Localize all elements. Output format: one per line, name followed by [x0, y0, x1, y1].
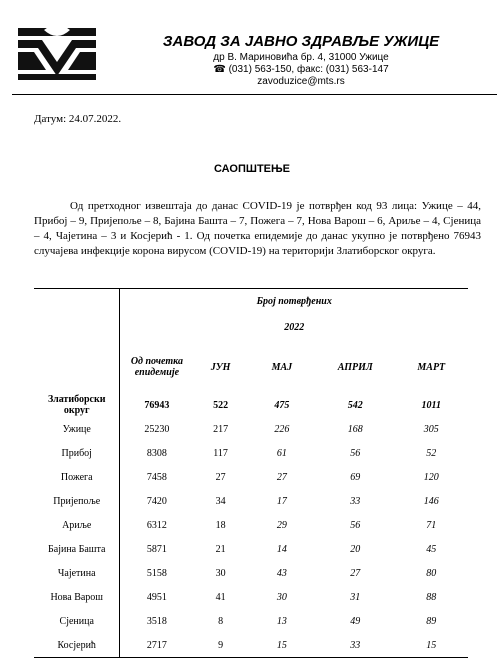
row-value-since-start: 5158: [120, 561, 193, 585]
col-header-mart: МАРТ: [417, 361, 446, 373]
row-value-april: 31: [350, 591, 361, 603]
row-value-since-start: 3518: [120, 609, 193, 633]
org-address: др В. Мариновића бр. 4, 31000 Ужице: [213, 52, 389, 63]
row-municipality: Ужице: [62, 423, 91, 435]
row-value-jun: 18: [215, 519, 226, 531]
row-municipality: Нова Варош: [50, 591, 103, 603]
total-maj: 475: [274, 399, 290, 411]
row-value-maj: 30: [276, 591, 287, 603]
row-municipality: Ариље: [62, 519, 92, 531]
row-value-since-start: 7420: [120, 489, 193, 513]
row-value-april: 168: [347, 423, 363, 435]
row-value-april: 56: [350, 447, 361, 459]
row-value-mart: 305: [423, 423, 439, 435]
table-row: [34, 561, 468, 585]
row-value-maj: 61: [276, 447, 287, 459]
row-value-mart: 52: [426, 447, 437, 459]
table-row: [34, 441, 468, 465]
table-row: [34, 417, 468, 441]
row-municipality: Пријепоље: [53, 495, 101, 507]
row-value-mart: 45: [426, 543, 437, 555]
row-value-maj: 14: [276, 543, 287, 555]
row-municipality: Сјеница: [59, 615, 94, 627]
cases-table: [34, 288, 468, 658]
table-row: [34, 585, 468, 609]
col-header-april: АПРИЛ: [337, 361, 373, 373]
row-value-jun: 21: [215, 543, 226, 555]
row-value-maj: 29: [276, 519, 287, 531]
row-value-maj: 13: [276, 615, 287, 627]
row-municipality: Пожега: [60, 471, 93, 483]
row-value-maj: 15: [248, 633, 316, 658]
row-value-april: 20: [350, 543, 361, 555]
row-value-maj: 226: [274, 423, 290, 435]
row-value-april: 27: [350, 567, 361, 579]
row-value-jun: 27: [215, 471, 226, 483]
table-row: [34, 465, 468, 489]
total-mart: 1011: [421, 399, 441, 411]
row-value-jun: 8: [218, 615, 224, 627]
row-municipality: Чајетина: [57, 567, 96, 579]
row-value-jun: 217: [213, 423, 229, 435]
table-row: [34, 513, 468, 537]
table-row: [34, 537, 468, 561]
municipality-rows: [34, 417, 468, 658]
row-value-jun: 9: [193, 633, 248, 658]
row-value-since-start: 2717: [120, 633, 193, 658]
row-value-jun: 30: [215, 567, 226, 579]
row-value-mart: 15: [395, 633, 468, 658]
col-header-maj: МАЈ: [271, 361, 293, 373]
org-name: ЗАВОД ЗА ЈАВНО ЗДРАВЉЕ УЖИЦЕ: [162, 33, 440, 50]
col-header-jun: ЈУН: [210, 361, 231, 373]
row-value-mart: 146: [423, 495, 439, 507]
row-value-maj: 43: [276, 567, 287, 579]
row-value-mart: 88: [426, 591, 437, 603]
total-jun: 522: [213, 399, 229, 411]
row-value-since-start: 7458: [120, 465, 193, 489]
org-email: zavoduzice@mts.rs: [257, 76, 345, 87]
row-municipality: Прибој: [61, 447, 92, 459]
document-date: Датум: 24.07.2022.: [34, 113, 122, 125]
group-header: Број потврђених: [120, 289, 468, 314]
row-value-april: 33: [316, 633, 395, 658]
institute-logo-icon: [12, 22, 102, 84]
row-value-since-start: 25230: [120, 417, 193, 441]
row-value-april: 56: [350, 519, 361, 531]
row-value-maj: 27: [276, 471, 287, 483]
row-municipality: Косјерић: [34, 633, 120, 658]
row-value-april: 49: [350, 615, 361, 627]
col-header-since-start: Од почетка епидемије: [120, 341, 193, 393]
table-row: [34, 609, 468, 633]
row-value-april: 69: [350, 471, 361, 483]
row-value-maj: 17: [276, 495, 287, 507]
total-since-start: 76943: [120, 393, 193, 417]
corner-cell: [34, 289, 120, 314]
document-heading: САОПШТЕЊЕ: [213, 163, 291, 175]
table-row: [34, 633, 468, 658]
row-value-mart: 80: [426, 567, 437, 579]
row-value-jun: 34: [215, 495, 226, 507]
row-value-since-start: 5871: [120, 537, 193, 561]
table-row: [34, 489, 468, 513]
row-value-jun: 117: [213, 447, 228, 459]
org-phone-fax: ☎ (031) 563-150, факс: (031) 563-147: [213, 64, 389, 75]
row-value-since-start: 4951: [120, 585, 193, 609]
total-april: 542: [347, 399, 363, 411]
year-header: 2022: [120, 313, 468, 341]
announcement-paragraph: Од претходног извештаја до данас COVID-19 је потврђен код 93 лица: Ужице – 44, Прибој – 9, Пријепоље – 8, Бајина Башта – 7, Пожега – 7, Нова Варош – 6, Ариље – 4, Сјеница – 4, Чајетина – 3 и Косјерић - 1. Од почетка епидемије до данас укупно је потврђено 76943 случајева инфекције корона вирусом (COVID-19) на територији Златиборског округа.: [34, 200, 481, 257]
row-value-mart: 120: [423, 471, 439, 483]
announcement-body: [34, 199, 481, 259]
row-value-mart: 89: [426, 615, 437, 627]
row-value-mart: 71: [426, 519, 437, 531]
header-divider: [12, 94, 497, 95]
row-value-jun: 41: [215, 591, 226, 603]
row-value-since-start: 8308: [120, 441, 193, 465]
total-label: Златиборски округ: [47, 394, 106, 416]
row-municipality: Бајина Башта: [48, 543, 106, 555]
row-value-since-start: 6312: [120, 513, 193, 537]
row-value-april: 33: [350, 495, 361, 507]
